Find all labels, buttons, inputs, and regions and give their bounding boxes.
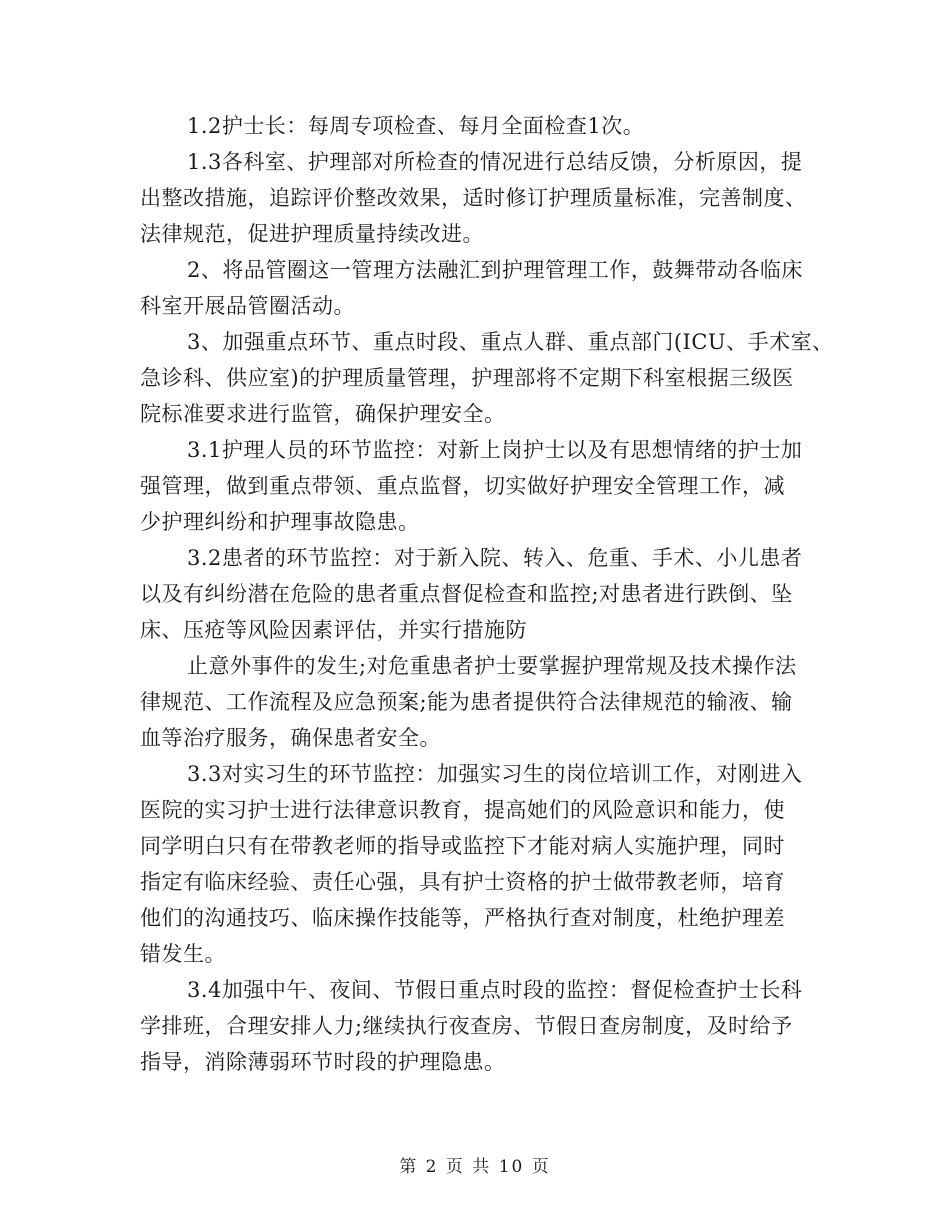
text-line: 3.2患者的环节监控：对于新入院、转入、危重、手术、小儿患者 [187, 546, 803, 570]
text-line: 同学明白只有在带教老师的指导或监控下才能对病人实施护理，同时 [140, 834, 785, 858]
text-line: 强管理，做到重点带领、重点监督，切实做好护理安全管理工作，减 [140, 474, 785, 498]
text-line: 法律规范，促进护理质量持续改进。 [140, 222, 484, 246]
text-line: 血等治疗服务，确保患者安全。 [140, 726, 441, 750]
text-line: 医院的实习护士进行法律意识教育，提高她们的风险意识和能力，使 [140, 798, 785, 822]
text-line: 他们的沟通技巧、临床操作技能等，严格执行查对制度，杜绝护理差 [140, 906, 785, 930]
text-line: 3.3对实习生的环节监控：加强实习生的岗位培训工作，对刚进入 [187, 762, 803, 786]
text-line: 院标准要求进行监管，确保护理安全。 [140, 402, 506, 426]
text-line: 少护理纠纷和护理事故隐患。 [140, 510, 420, 534]
text-line: 以及有纠纷潜在危险的患者重点督促检查和监控;对患者进行跌倒、坠 [140, 582, 793, 606]
text-line: 急诊科、供应室)的护理质量管理，护理部将不定期下科室根据三级医 [140, 366, 794, 390]
text-line: 1.3各科室、护理部对所检查的情况进行总结反馈，分析原因，提 [187, 150, 803, 174]
text-line: 3.1护理人员的环节监控：对新上岗护士以及有思想情绪的护士加 [187, 438, 803, 462]
text-line: 错发生。 [140, 942, 226, 966]
text-line: 学排班，合理安排人力;继续执行夜查房、节假日查房制度，及时给予 [140, 1014, 793, 1038]
text-line: 指定有临床经验、责任心强，具有护士资格的护士做带教老师，培育 [140, 870, 785, 894]
text-line: 床、压疮等风险因素评估，并实行措施防 [140, 618, 527, 642]
text-line: 科室开展品管圈活动。 [140, 294, 355, 318]
text-line: 1.2护士长：每周专项检查、每月全面检查1次。 [187, 114, 645, 138]
text-line: 律规范、工作流程及应急预案;能为患者提供符合法律规范的输液、输 [140, 690, 793, 714]
text-line: 3.4加强中午、夜间、节假日重点时段的监控：督促检查护士长科 [187, 978, 803, 1002]
text-line: 2、将品管圈这一管理方法融汇到护理管理工作，鼓舞带动各临床 [187, 258, 803, 282]
text-line: 指导，消除薄弱环节时段的护理隐患。 [140, 1050, 506, 1074]
page-number-footer: 第 2 页 共 10 页 [399, 1157, 551, 1177]
text-line: 出整改措施，追踪评价整改效果，适时修订护理质量标准，完善制度、 [140, 186, 807, 210]
text-line: 3、加强重点环节、重点时段、重点人群、重点部门(ICU、手术室、 [187, 330, 834, 354]
text-line: 止意外事件的发生;对危重患者护士要掌握护理常规及技术操作法 [187, 654, 797, 678]
